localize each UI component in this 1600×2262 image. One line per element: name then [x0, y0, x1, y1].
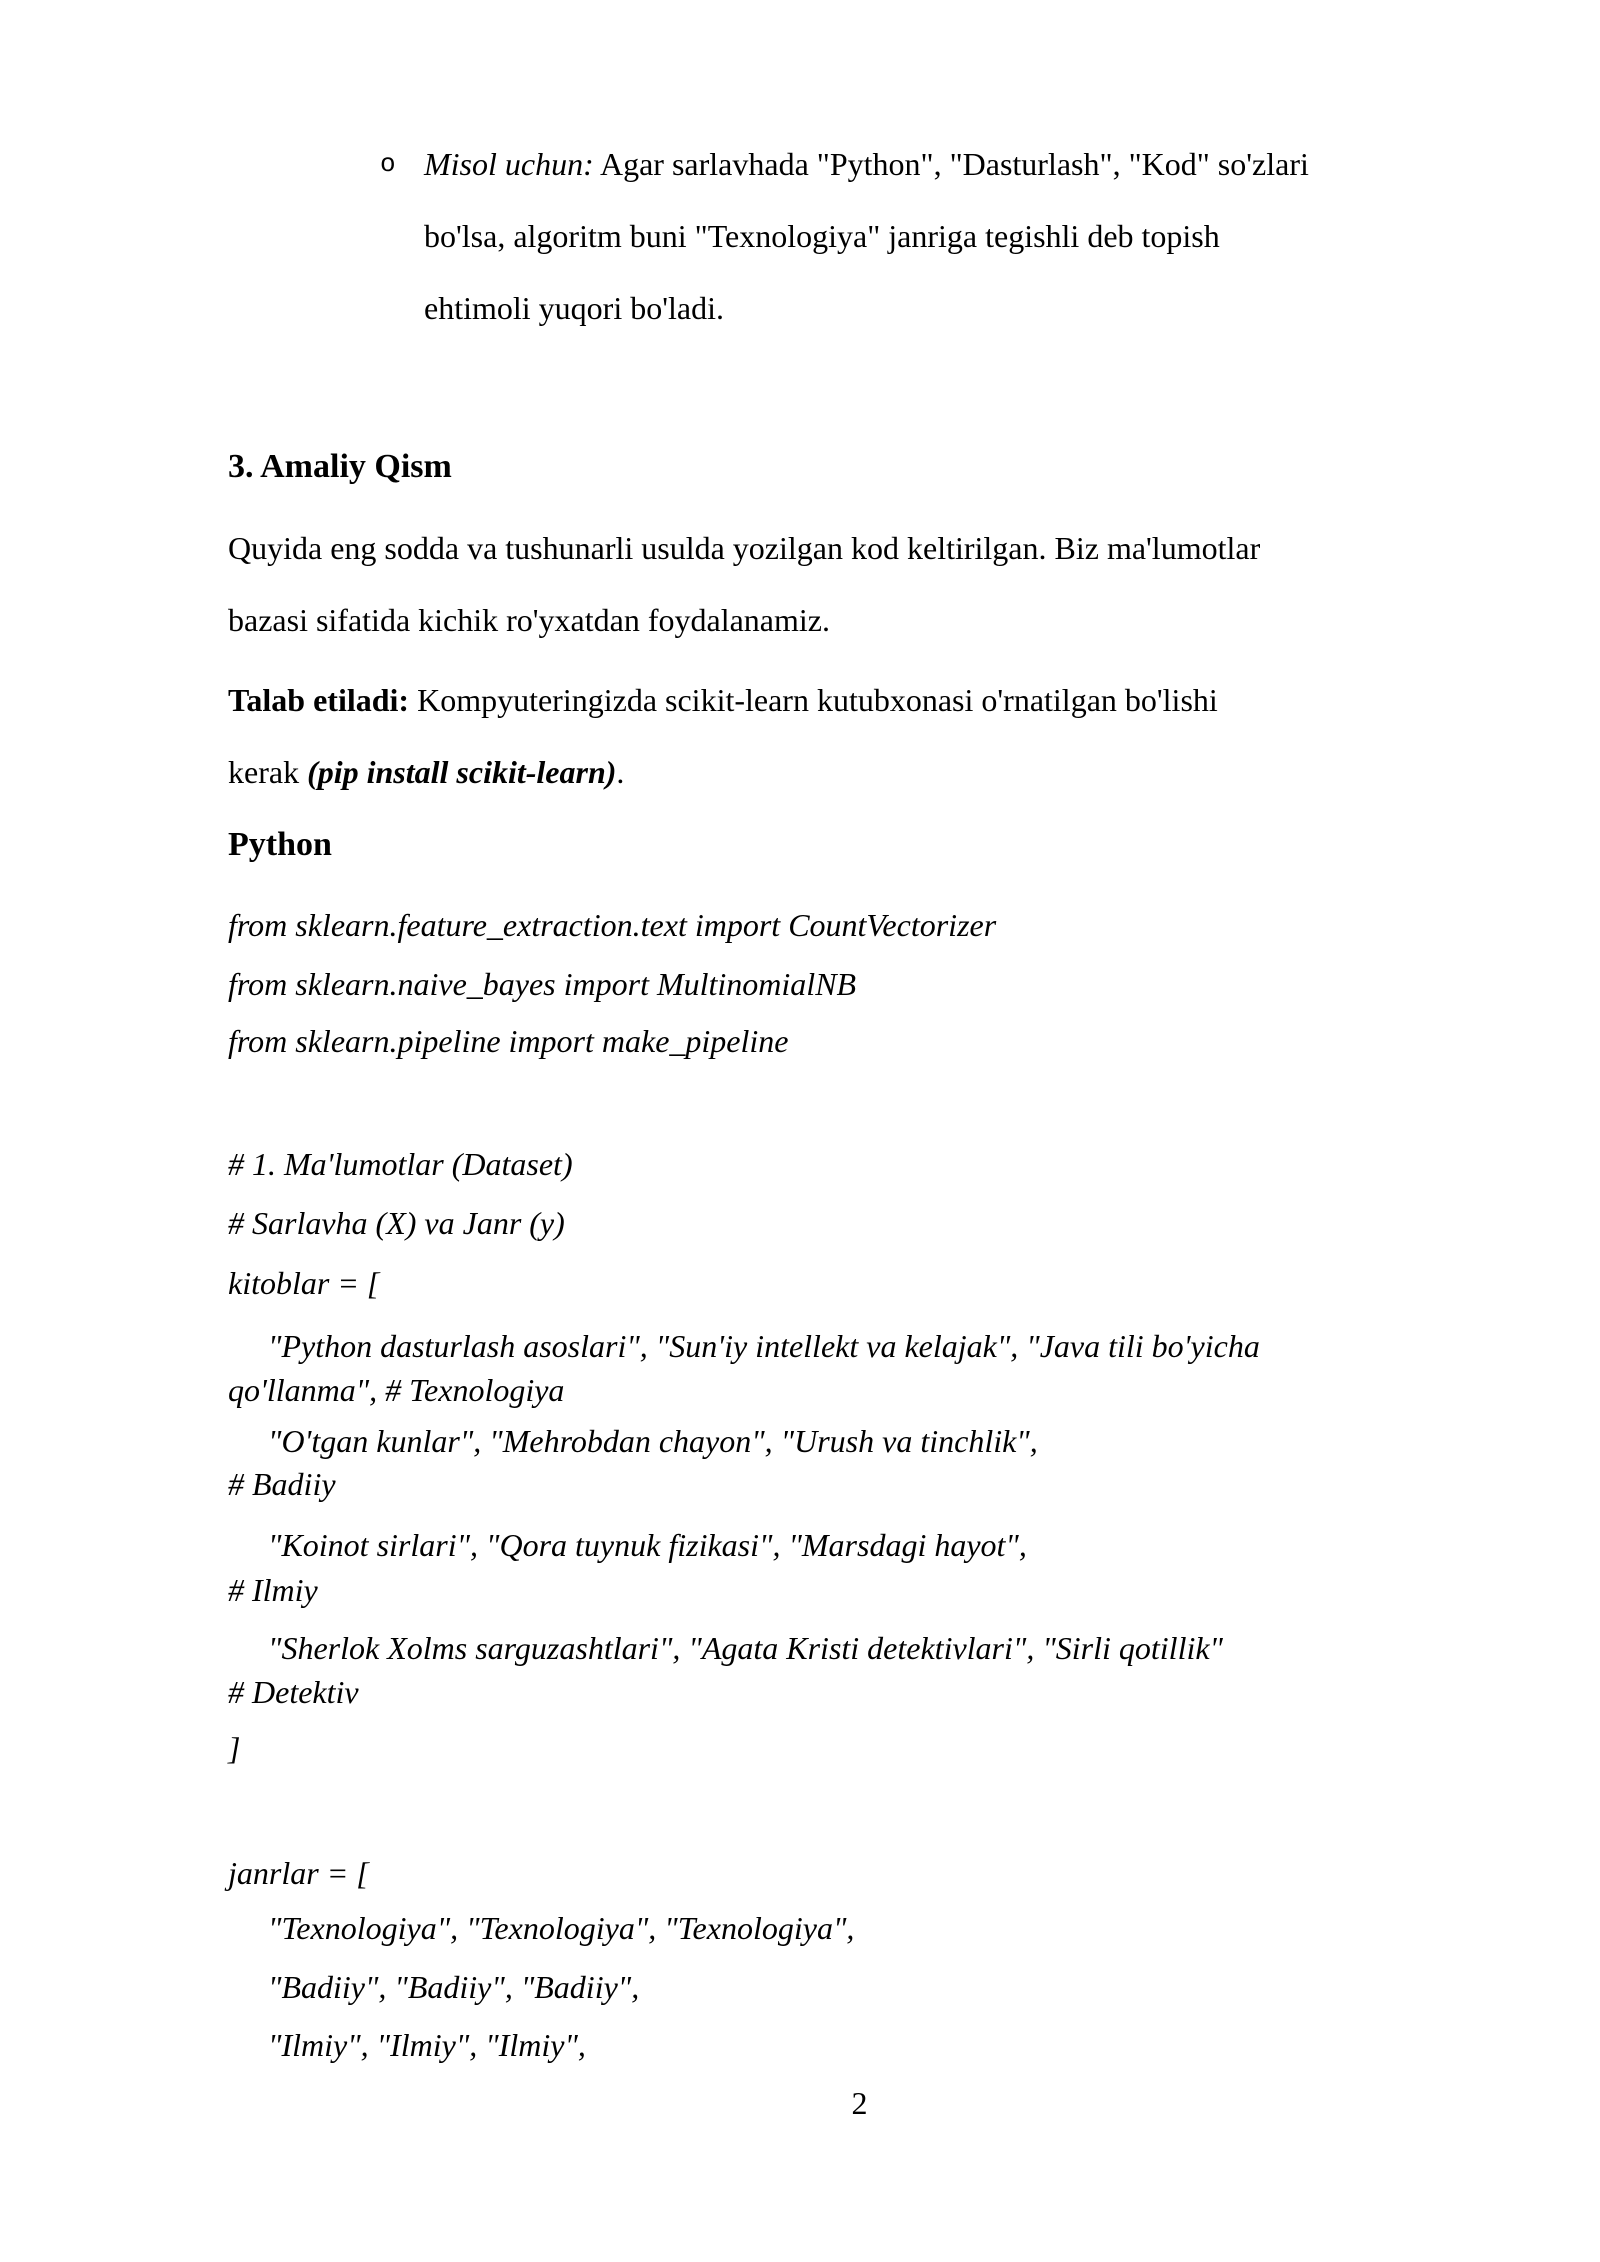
list-bullet-marker: o: [380, 149, 396, 179]
code-line: "Koinot sirlari", "Qora tuynuk fizikasi", "Marsdagi hayot",: [268, 1527, 1027, 1563]
code-line: from sklearn.naive_bayes import MultinomialNB: [228, 966, 857, 1002]
requirement-paragraph: [228, 664, 1491, 808]
code-line: # 1. Ma'lumotlar (Dataset): [228, 1146, 573, 1182]
requirement-line-1-rest: Kompyuteringizda scikit-learn kutubxonasi o'rnatilgan bo'lishi: [409, 682, 1218, 718]
requirement-line-2-end: .: [616, 754, 625, 790]
code-line: "Ilmiy", "Ilmiy", "Ilmiy",: [268, 2027, 586, 2063]
code-line: # Detektiv: [228, 1674, 359, 1710]
code-line: "Texnologiya", "Texnologiya", "Texnologiya",: [268, 1910, 855, 1946]
section-heading: 3. Amaliy Qism: [228, 448, 452, 485]
bullet-line-1-rest: Agar sarlavhada "Python", "Dasturlash", "Kod" so'zlari: [593, 146, 1309, 182]
requirement-line-2-prefix: kerak: [228, 754, 308, 790]
code-line: "O'tgan kunlar", "Mehrobdan chayon", "Urush va tinchlik",: [268, 1423, 1038, 1459]
requirement-line: [228, 664, 1491, 736]
bullet-lead-italic: Misol uchun:: [424, 146, 594, 182]
code-line: janrlar = [: [228, 1855, 369, 1891]
code-line: # Ilmiy: [228, 1572, 318, 1608]
code-line: ]: [228, 1730, 241, 1766]
requirement-label: Talab etiladi:: [228, 682, 410, 718]
code-line: # Sarlavha (X) va Janr (y): [228, 1205, 565, 1241]
code-line: qo'llanma", # Texnologiya: [228, 1372, 565, 1408]
page-number: 2: [851, 2085, 868, 2121]
intro-paragraph: [228, 512, 1491, 656]
bullet-line: [424, 128, 1499, 200]
code-line: "Python dasturlash asoslari", "Sun'iy intellekt va kelajak", "Java tili bo'yicha: [268, 1328, 1260, 1364]
code-line: from sklearn.pipeline import make_pipeline: [228, 1023, 789, 1059]
code-line: "Badiiy", "Badiiy", "Badiiy",: [268, 1969, 640, 2005]
bullet-list-item: [424, 128, 1499, 344]
intro-line: Quyida eng sodda va tushunarli usulda yozilgan kod keltirilgan. Biz ma'lumotlar: [228, 530, 1261, 566]
bullet-line: ehtimoli yuqori bo'ladi.: [424, 290, 724, 326]
intro-line: bazasi sifatida kichik ro'yxatdan foydalanamiz.: [228, 602, 830, 638]
pip-install-command: (pip install scikit-learn): [307, 754, 617, 790]
code-line: "Sherlok Xolms sarguzashtlari", "Agata Kristi detektivlari", "Sirli qotillik": [268, 1630, 1223, 1666]
bullet-line: bo'lsa, algoritm buni "Texnologiya" janriga tegishli deb topish: [424, 218, 1220, 254]
requirement-line: [228, 736, 1491, 808]
code-language-label: Python: [228, 826, 332, 863]
code-line: kitoblar = [: [228, 1265, 380, 1301]
code-line: from sklearn.feature_extraction.text import CountVectorizer: [228, 907, 997, 943]
code-line: # Badiiy: [228, 1466, 336, 1502]
